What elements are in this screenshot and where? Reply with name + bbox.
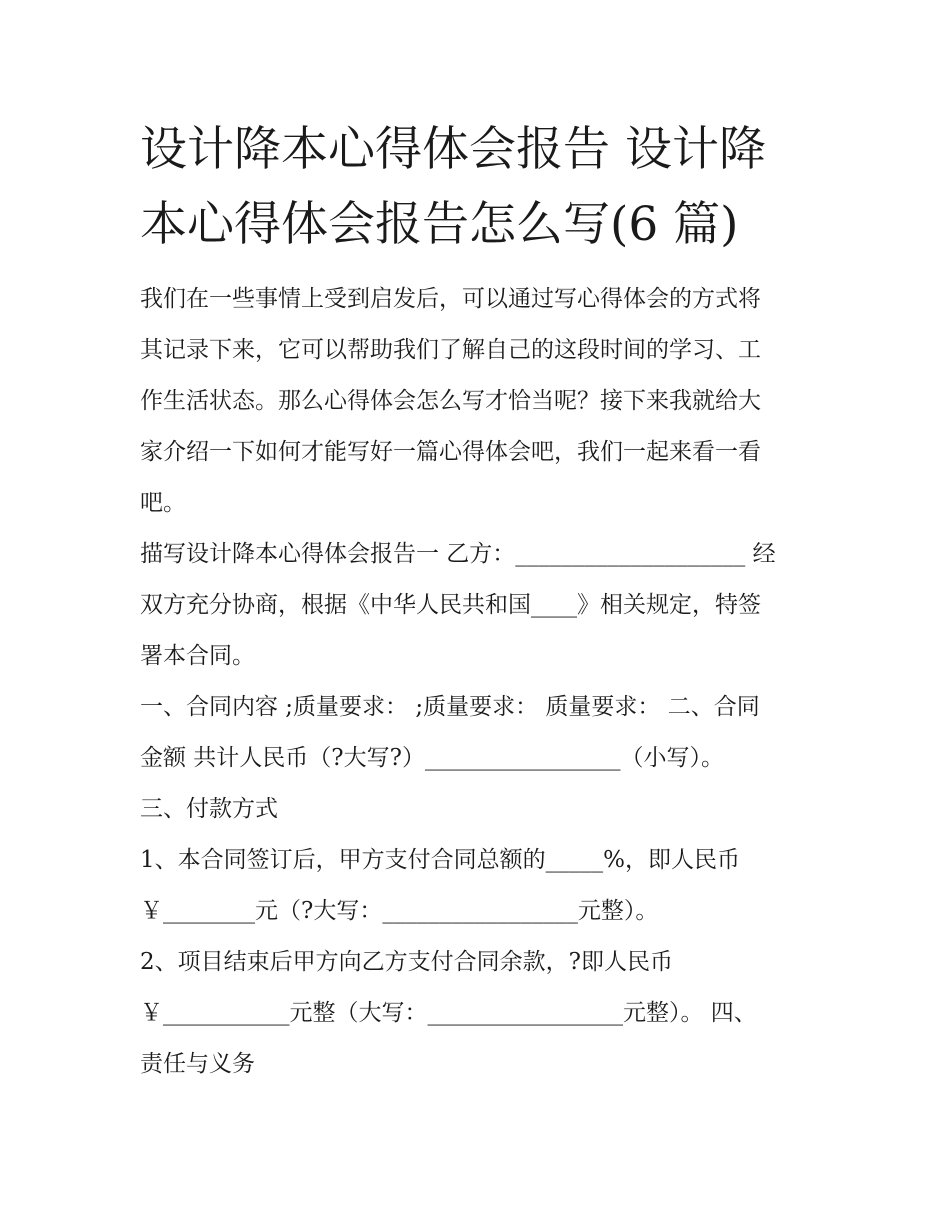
- contract-intro-paragraph: [140, 529, 820, 682]
- title-line: 设计降本心得体会报告 设计降: [140, 122, 766, 177]
- text-line: 责任与义务: [140, 1051, 255, 1077]
- text-line: 金额 共计人民币（?大写?）_________________（小写）。: [140, 745, 724, 771]
- intro-paragraph: [140, 274, 820, 529]
- contract-content-paragraph: [140, 682, 820, 784]
- text-line: 其记录下来，它可以帮助我们了解自己的这段时间的学习、工: [140, 337, 761, 363]
- text-line: 作生活状态。那么心得体会怎么写才恰当呢？接下来我就给大: [140, 388, 761, 414]
- text-line: 三、付款方式: [140, 796, 278, 822]
- text-line: 吧。: [140, 490, 186, 516]
- payment-item-1: [140, 835, 820, 937]
- text-line: ￥________元（?大写：_________________元整）。: [140, 898, 659, 924]
- text-line: ￥___________元整（大写：_________________元整）。 四、: [140, 1000, 757, 1026]
- text-line: 2、项目结束后甲方向乙方支付合同余款，?即人民币: [140, 949, 673, 975]
- text-line: 一、合同内容 ;质量要求： ;质量要求： 质量要求： 二、合同: [140, 694, 760, 720]
- document-page: [140, 112, 820, 1090]
- text-line: 我们在一些事情上受到启发后，可以通过写心得体会的方式将: [140, 286, 761, 312]
- document-body: [140, 274, 820, 1090]
- text-line: 署本合同。: [140, 643, 255, 669]
- text-line: 双方充分协商，根据《中华人民共和国____》相关规定，特签: [140, 592, 761, 618]
- text-line: 家介绍一下如何才能写好一篇心得体会吧，我们一起来看一看: [140, 439, 761, 465]
- text-line: 描写设计降本心得体会报告一 乙方：____________________ 经: [140, 541, 776, 567]
- text-line: 1、本合同签订后，甲方支付合同总额的_____%，即人民币: [140, 847, 740, 873]
- title-line: 本心得体会报告怎么写(6 篇): [140, 197, 739, 252]
- document-title: [140, 112, 820, 262]
- payment-item-2: [140, 937, 820, 1090]
- section-heading-payment: [140, 784, 820, 835]
